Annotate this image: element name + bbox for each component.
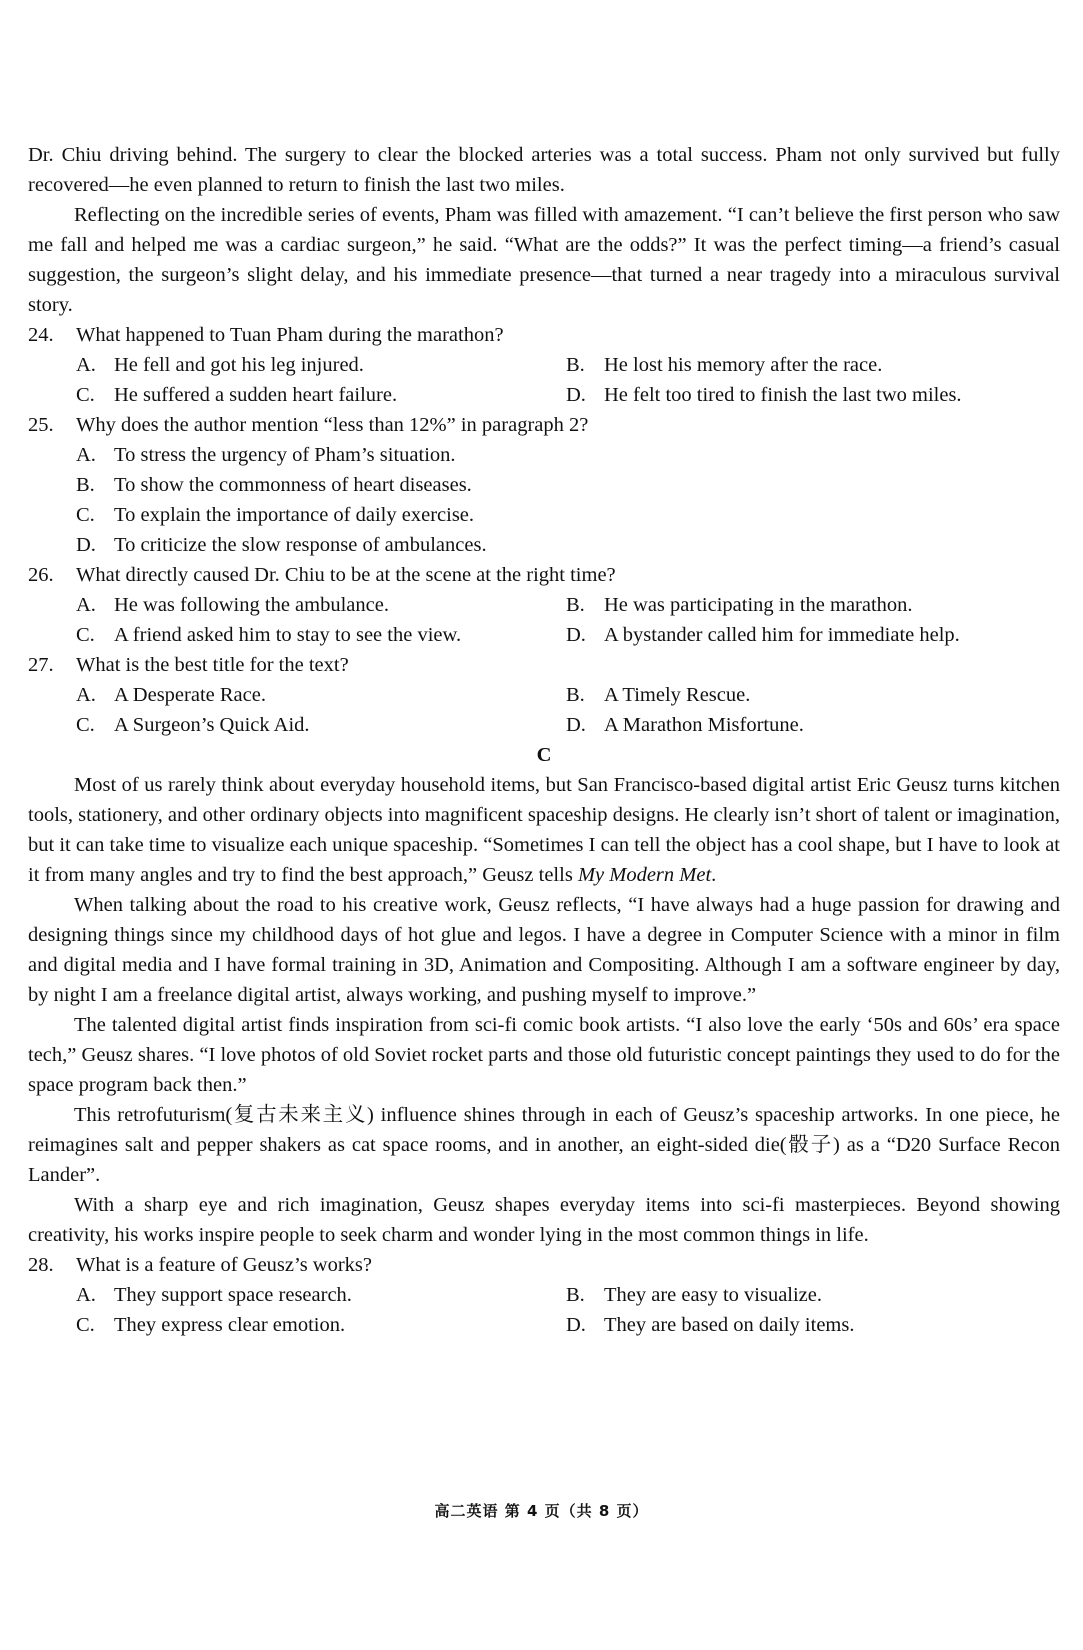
question-27 — [28, 650, 1060, 740]
option-b: B. He lost his memory after the race. — [566, 354, 883, 376]
passage-c-paragraph-3: The talented digital artist finds inspiration from sci-fi comic book artists. “I also love the early ‘50s and 60s’ era space tech,” Geusz shares. “I love photos of old Soviet rocket parts and those old futuristic concept paintings they used to do for the space program back then.” — [28, 1014, 1060, 1096]
option-a: A. To stress the urgency of Pham’s situation. — [76, 444, 456, 466]
options — [28, 590, 1060, 650]
options — [28, 1280, 1060, 1340]
option-d: D. They are based on daily items. — [566, 1314, 855, 1336]
question-number: 25. — [28, 414, 54, 436]
section-c-heading: C — [536, 744, 552, 766]
options — [28, 680, 1060, 740]
option-d: D. To criticize the slow response of ambulances. — [76, 534, 487, 556]
option-a: A. A Desperate Race. — [76, 684, 266, 706]
page-content — [28, 140, 1060, 1340]
option-a: A. He was following the ambulance. — [76, 594, 389, 616]
question-stem: Why does the author mention “less than 12%” in paragraph 2? — [76, 414, 589, 436]
question-stem: What directly caused Dr. Chiu to be at the scene at the right time? — [76, 564, 616, 586]
option-c: C. A friend asked him to stay to see the view. — [76, 624, 462, 646]
passage-c-paragraph-4: This retrofuturism(复古未来主义) influence shines through in each of Geusz’s spaceship artworks. In one piece, he reimagines salt and pepper shakers as cat space rooms, and in another, an eight-sided die(骰子) as a “D20 Surface Recon Lander”. — [28, 1104, 1060, 1186]
question-stem: What is the best title for the text? — [76, 654, 349, 676]
option-c: C. He suffered a sudden heart failure. — [76, 384, 398, 406]
passage-b-paragraph-tail: Dr. Chiu driving behind. The surgery to clear the blocked arteries was a total success. Pham not only survived but fully recovered—he even planned to return to finish the last two miles. — [28, 144, 1060, 196]
options — [28, 440, 1060, 560]
question-26 — [28, 560, 1060, 650]
question-stem: What is a feature of Geusz’s works? — [76, 1254, 372, 1276]
passage-c-paragraph-2: When talking about the road to his creative work, Geusz reflects, “I have always had a huge passion for drawing and designing things since my childhood days of hot glue and legos. I have a degree in Computer Science with a minor in film and digital media and I have formal training in 3D, Animation and Compositing. Although I am a software engineer by day, by night I am a freelance digital artist, always working, and pushing myself to improve.” — [28, 894, 1060, 1006]
option-c: C. They express clear emotion. — [76, 1314, 346, 1336]
option-d: D. A bystander called him for immediate help. — [566, 624, 960, 646]
options — [28, 350, 1060, 410]
option-b: B. A Timely Rescue. — [566, 684, 751, 706]
question-stem: What happened to Tuan Pham during the marathon? — [76, 324, 504, 346]
option-a: A. They support space research. — [76, 1284, 352, 1306]
page-footer: 高二英语 第 4 页（共 8 页） — [434, 1502, 649, 1520]
option-b: B. He was participating in the marathon. — [566, 594, 913, 616]
passage-c-paragraph-1: Most of us rarely think about everyday household items, but San Francisco-based digital artist Eric Geusz turns kitchen tools, stationery, and other ordinary objects into magnificent spaceship designs. He clearly isn’t short of talent or imagination, but it can take time to visualize each unique spaceship. “Sometimes I can tell the object has a cool shape, but I have to look at it from many angles and try to find the best approach,” Geusz tells My Modern Met. — [28, 774, 1060, 886]
question-number: 27. — [28, 654, 54, 676]
question-25 — [28, 410, 1060, 560]
question-number: 26. — [28, 564, 54, 586]
question-24 — [28, 320, 1060, 410]
option-c: C. To explain the importance of daily exercise. — [76, 504, 475, 526]
option-b: B. They are easy to visualize. — [566, 1284, 823, 1306]
option-b: B. To show the commonness of heart diseases. — [76, 474, 472, 496]
passage-b-paragraph-reflection: Reflecting on the incredible series of events, Pham was filled with amazement. “I can’t believe the first person who saw me fall and helped me was a cardiac surgeon,” he said. “What are the odds?” It was the perfect timing—a friend’s casual suggestion, the surgeon’s slight delay, and his immediate presence—that turned a near tragedy into a miraculous survival story. — [28, 204, 1060, 316]
option-d: D. He felt too tired to finish the last two miles. — [566, 384, 962, 406]
question-number: 28. — [28, 1254, 54, 1276]
passage-c-paragraph-5: With a sharp eye and rich imagination, Geusz shapes everyday items into sci-fi masterpieces. Beyond showing creativity, his works inspire people to seek charm and wonder lying in the most common things in life. — [28, 1194, 1060, 1246]
option-c: C. A Surgeon’s Quick Aid. — [76, 714, 310, 736]
option-a: A. He fell and got his leg injured. — [76, 354, 364, 376]
question-number: 24. — [28, 324, 54, 346]
publication-title: My Modern Met — [577, 864, 712, 886]
option-d: D. A Marathon Misfortune. — [566, 714, 804, 736]
question-28 — [28, 1250, 1060, 1340]
